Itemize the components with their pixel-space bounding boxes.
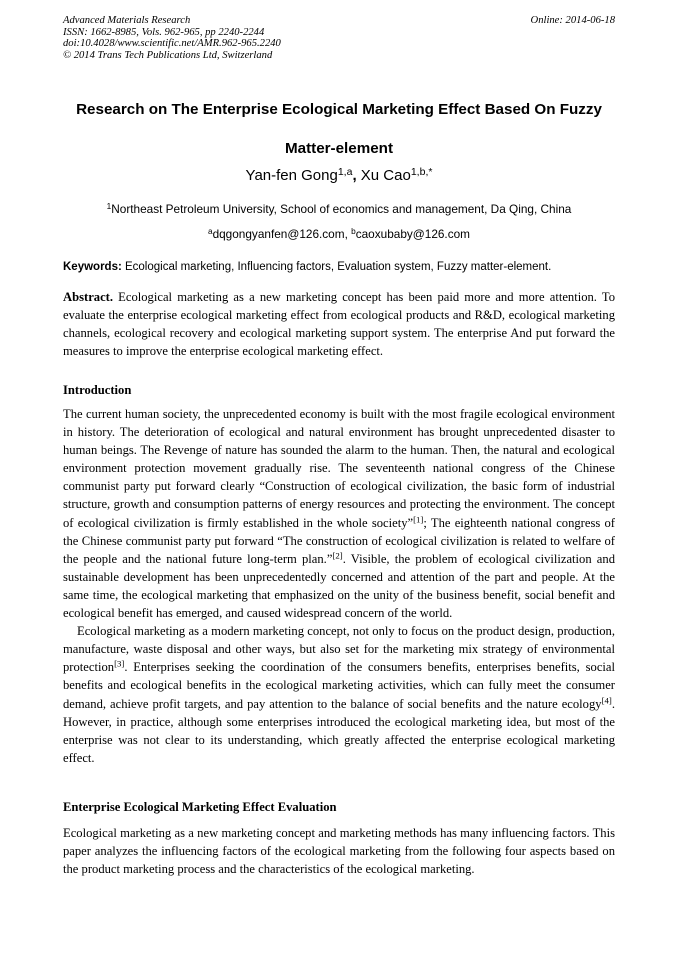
keywords-text: Ecological marketing, Influencing factors, Evaluation system, Fuzzy matter-element. [121,261,552,273]
keywords-label: Keywords: [63,261,122,273]
copyright-line: © 2014 Trans Tech Publications Ltd, Switzerland [63,49,273,61]
paragraph-text: . Enterprises seeking the coordination of the consumers benefits, enterprises benefits, social benefits and ecological benefits in the ecological marketing activities, which can fully meet the consumer demand, achieve profit targets, and pay attention to the balance of social benefits and the nature ecology [63,660,615,711]
email-marker: a [207,226,213,236]
email-address: dqgongyanfen@126.com, [212,227,352,241]
abstract-label: Abstract. [63,290,114,304]
journal-name: Advanced Materials Research [63,15,191,26]
abstract [63,288,615,360]
online-date: Online: 2014-06-18 [530,15,615,26]
title-line-2: Matter-element [284,140,394,157]
author-affiliation-marker: 1,b,* [410,165,433,178]
author-list [40,166,638,186]
affiliation-text: Northeast Petroleum University, School of economics and management, Da Qing, China [111,202,572,216]
section-heading-evaluation: Enterprise Ecological Marketing Effect Evaluation [63,800,337,814]
section-heading-introduction: Introduction [63,383,132,397]
introduction-body [63,405,615,767]
affiliation-marker: 1 [106,201,112,211]
citation: [1] [413,514,424,525]
title-line-1: Research on The Enterprise Ecological Marketing Effect Based On Fuzzy [76,101,602,118]
paragraph [63,405,615,622]
paragraph-text: . Visible, the problem of ecological civilization and sustainable development has been unprecedentedly concerned and attention of the part and people. At the same time, the ecological marketing that emphasized on the unity of the business benefit, social benefit and ecological benefit has emerged, and caused widespread concern of the world. [63,551,615,621]
paragraph-text: Ecological marketing as a modern marketing concept, not only to focus on the product design, production, manufacture, waste disposal and other ways, but also set for the marketing mix strategy of environmental protection [63,624,615,675]
issn-line: ISSN: 1662-8985, Vols. 962-965, pp 2240-2244 [63,26,265,38]
citation: [3] [114,658,125,669]
doi-line: doi:10.4028/www.scientific.net/AMR.962-965.2240 [63,38,281,50]
citation: [2] [332,550,343,561]
evaluation-body [63,824,615,878]
author-name: Xu Cao [360,167,411,184]
paragraph-text: . However, in practice, although some enterprises introduced the ecological marketing idea, but most of the enterprise was not clear to its understanding, which greatly affected the enterprise ecological marketing effect. [63,696,615,765]
citation: [4] [601,695,612,706]
paper-title [40,90,638,168]
author-name: Yan-fen Gong [245,167,338,184]
author-emails [40,226,638,243]
paragraph [63,622,615,767]
paragraph: Ecological marketing as a new marketing concept and marketing methods has many influencing factors. This paper analyzes the influencing factors of the ecological marketing from the following four aspects based on the product marketing process and the characteristics of the ecological marketing. [63,826,615,877]
paragraph-text: ; The eighteenth national congress of the Chinese communist party put forward “The construction of ecological civilization is related to welfare of the people and the national future long-term plan.” [63,515,615,566]
email-marker: b [351,226,356,236]
affiliation [40,201,638,218]
abstract-text: Ecological marketing as a new marketing concept has been paid more and more attention. To evaluate the enterprise ecological marketing effect from ecological products and R&D, ecological marketing channels, ecological recovery and ecological marketing support system. The enterprise And put forward the measures to improve the enterprise ecological marketing effect. [63,290,615,359]
author-separator: , [352,167,361,184]
keywords [63,259,615,275]
journal-header [63,15,615,61]
paragraph-text: The current human society, the unprecedented economy is built with the most fragile ecological environment in history. The deterioration of ecological and natural environment has brought unprecedented disaster to human beings. The Revenge of nature has sounded the alarm to the human. Then, the natural and ecological environment protection movement gradually rise. The seventeenth national congress of the Chinese communist party put forward clearly “Construction of ecological civilization, the basic form of industrial structure, growth and consumption patterns of energy resources and protecting the environment. The concept of ecological civilization is firmly established in the whole society” [63,407,615,530]
email-address: caoxubaby@126.com [355,227,471,241]
author-affiliation-marker: 1,a [337,165,353,178]
